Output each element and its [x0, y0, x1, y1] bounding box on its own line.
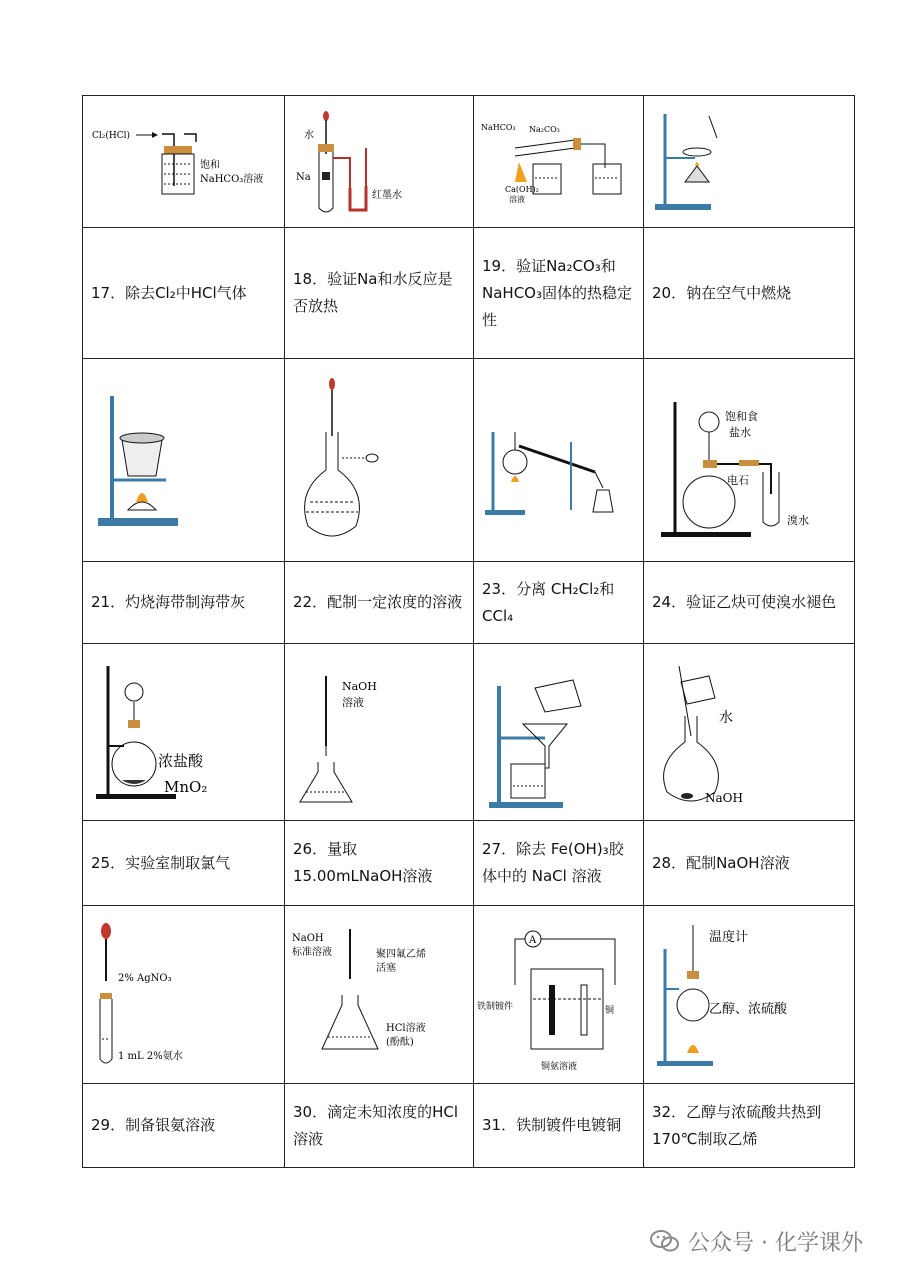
caption-28: 28．配制NaOH溶液 [644, 821, 855, 906]
diagram-cell-28 [644, 644, 855, 821]
caption-23: 23．分离 CH₂Cl₂和 CCl₄ [474, 562, 644, 644]
caption-18: 18．验证Na和水反应是否放热 [285, 228, 474, 359]
diagram-cell-27 [474, 644, 644, 821]
diagram-cell-18 [285, 96, 474, 228]
svg-text:活塞: 活塞 [376, 962, 396, 974]
diagram-cell-25 [83, 644, 285, 821]
watermark [650, 1224, 863, 1258]
svg-text:溴水: 溴水 [787, 514, 809, 527]
svg-text:溶液: 溶液 [342, 696, 364, 709]
svg-text:A: A [528, 934, 536, 946]
diagram-cell-31 [474, 906, 644, 1084]
chlorine-generator-diagram [84, 646, 284, 818]
svg-text:浓盐酸: 浓盐酸 [157, 752, 203, 770]
caption-21: 21．灼烧海带制海带灰 [83, 562, 285, 644]
diagram-cell-22 [285, 359, 474, 562]
svg-text:NaHCO₃: NaHCO₃ [480, 122, 516, 132]
caption-29: 29．制备银氨溶液 [83, 1084, 285, 1168]
distillation-diagram [475, 362, 643, 558]
watermark-text: 公众号 · 化学课外 [688, 1230, 863, 1256]
diagram-cell-17 [83, 96, 285, 228]
tube-in-tube-heating-diagram [475, 98, 643, 226]
svg-text:温度计: 温度计 [709, 929, 749, 945]
caption-20: 20．钠在空气中燃烧 [644, 228, 855, 359]
svg-text:Ca(OH)₂: Ca(OH)₂ [504, 184, 539, 194]
svg-text:MnO₂: MnO₂ [163, 778, 207, 796]
sodium-combustion-diagram [645, 98, 853, 226]
svg-text:红墨水: 红墨水 [372, 189, 402, 201]
diagram-cell-19 [474, 96, 644, 228]
svg-text:NaOH: NaOH [705, 791, 743, 805]
svg-text:Na₂CO₃: Na₂CO₃ [528, 124, 560, 134]
svg-text:水: 水 [719, 710, 733, 726]
caption-22: 22．配制一定浓度的溶液 [285, 562, 474, 644]
crucible-ashing-diagram [84, 362, 284, 558]
caption-32: 32．乙醇与浓硫酸共热到170℃制取乙烯 [644, 1084, 855, 1168]
caption-30: 30．滴定未知浓度的HCl溶液 [285, 1084, 474, 1168]
svg-text:HCl溶液: HCl溶液 [386, 1022, 426, 1034]
svg-text:2% AgNO₃: 2% AgNO₃ [117, 972, 172, 984]
diagram-cell-24 [644, 359, 855, 562]
na-water-u-tube-diagram [286, 98, 472, 226]
caption-24: 24．验证乙炔可使溴水褪色 [644, 562, 855, 644]
svg-text:铜: 铜 [604, 1005, 614, 1016]
svg-text:Na: Na [296, 171, 311, 183]
svg-text:NaOH: NaOH [292, 932, 324, 944]
caption-19: 19．验证Na₂CO₃和NaHCO₃固体的热稳定性 [474, 228, 644, 359]
electroplating-diagram [475, 909, 643, 1081]
caption-31: 31．铁制镀件电镀铜 [474, 1084, 644, 1168]
diagram-cell-21 [83, 359, 285, 562]
svg-text:盐水: 盐水 [729, 426, 751, 439]
experiment-table [82, 95, 855, 1168]
acid-base-titration-diagram [286, 909, 472, 1081]
svg-text:NaHCO₃溶液: NaHCO₃溶液 [199, 173, 263, 185]
caption-26: 26．量取15.00mLNaOH溶液 [285, 821, 474, 906]
svg-text:铜氨溶液: 铜氨溶液 [540, 1061, 577, 1072]
svg-text:饱和: 饱和 [199, 159, 220, 171]
svg-text:Cl₂(HCl): Cl₂(HCl) [91, 130, 130, 141]
svg-text:水: 水 [304, 129, 314, 141]
silver-ammonia-diagram [84, 909, 284, 1081]
svg-text:铁制镀件: 铁制镀件 [476, 1001, 513, 1012]
svg-text:NaOH: NaOH [342, 680, 377, 693]
solution-preparation-diagram [645, 646, 853, 818]
gas-washing-bottle-diagram [84, 98, 284, 226]
filtration-diagram [475, 646, 643, 818]
svg-text:聚四氟乙烯: 聚四氟乙烯 [376, 948, 426, 960]
caption-27: 27．除去 Fe(OH)₃胶体中的 NaCl 溶液 [474, 821, 644, 906]
svg-text:标准溶液: 标准溶液 [292, 946, 332, 958]
diagram-cell-32 [644, 906, 855, 1084]
svg-text:溶液: 溶液 [508, 194, 525, 204]
diagram-cell-29 [83, 906, 285, 1084]
svg-text:电石: 电石 [727, 474, 749, 487]
svg-text:1 mL 2%氨水: 1 mL 2%氨水 [117, 1050, 183, 1062]
wechat-logo-icon [650, 1228, 680, 1254]
ethylene-preparation-diagram [645, 909, 853, 1081]
caption-25: 25．实验室制取氯气 [83, 821, 285, 906]
diagram-cell-23 [474, 359, 644, 562]
svg-text:饱和食: 饱和食 [725, 410, 758, 423]
caption-17: 17．除去Cl₂中HCl气体 [83, 228, 285, 359]
diagram-cell-30 [285, 906, 474, 1084]
svg-text:乙醇、浓硫酸: 乙醇、浓硫酸 [709, 1001, 788, 1017]
svg-text:(酚酞): (酚酞) [386, 1036, 414, 1048]
acetylene-bromine-diagram [645, 362, 853, 558]
volumetric-flask-diagram [286, 362, 472, 558]
diagram-cell-20 [644, 96, 855, 228]
diagram-cell-26 [285, 644, 474, 821]
burette-titration-diagram [286, 646, 472, 818]
